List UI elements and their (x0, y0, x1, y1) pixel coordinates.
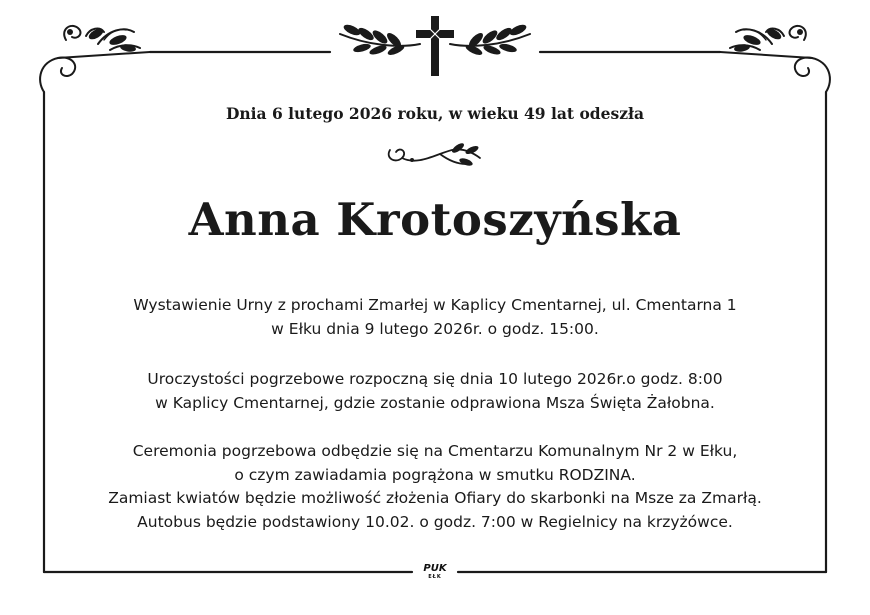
logo-line-2: EŁK (428, 574, 442, 580)
paragraph-line: w Ełku dnia 9 lutego 2026r. o godz. 15:00. (271, 319, 599, 338)
paragraph-line: w Kaplicy Cmentarnej, gdzie zostanie odprawiona Msza Święta Żałobna. (155, 393, 715, 412)
intro-text: Dnia 6 lutego 2026 roku, w wieku 49 lat odeszła (225, 104, 645, 123)
paragraph-line: Ceremonia pogrzebowa odbędzie się na Cmentarzu Komunalnym Nr 2 w Ełku, (132, 442, 738, 460)
leaf-flourish-divider-icon (389, 142, 480, 168)
cross-with-laurel-icon (340, 16, 530, 76)
paragraph-line: Autobus będzie podstawiony 10.02. o godz. 7:00 w Regielnicy na krzyżówce. (137, 512, 733, 531)
deceased-name: Anna Krotoszyńska (188, 193, 682, 246)
paragraph-funeral-mass (60, 368, 810, 415)
paragraph-ceremony (60, 440, 810, 534)
paragraph-line: Uroczystości pogrzebowe rozpoczną się dnia 10 lutego 2026r.o godz. 8:00 (147, 370, 723, 388)
paragraph-line: Zamiast kwiatów będzie możliwość złożenia Ofiary do skarbonki na Msze za Zmarłą. (108, 489, 762, 507)
logo-line-1: PUK (423, 563, 447, 574)
paragraph-line: Wystawienie Urny z prochami Zmarłej w Kaplicy Cmentarnej, ul. Cmentarna 1 (133, 296, 737, 314)
puk-logo (416, 563, 454, 580)
paragraph-urn-viewing (60, 294, 810, 341)
paragraph-line: o czym zawiadamia pogrążona w smutku RODZINA. (234, 465, 636, 484)
